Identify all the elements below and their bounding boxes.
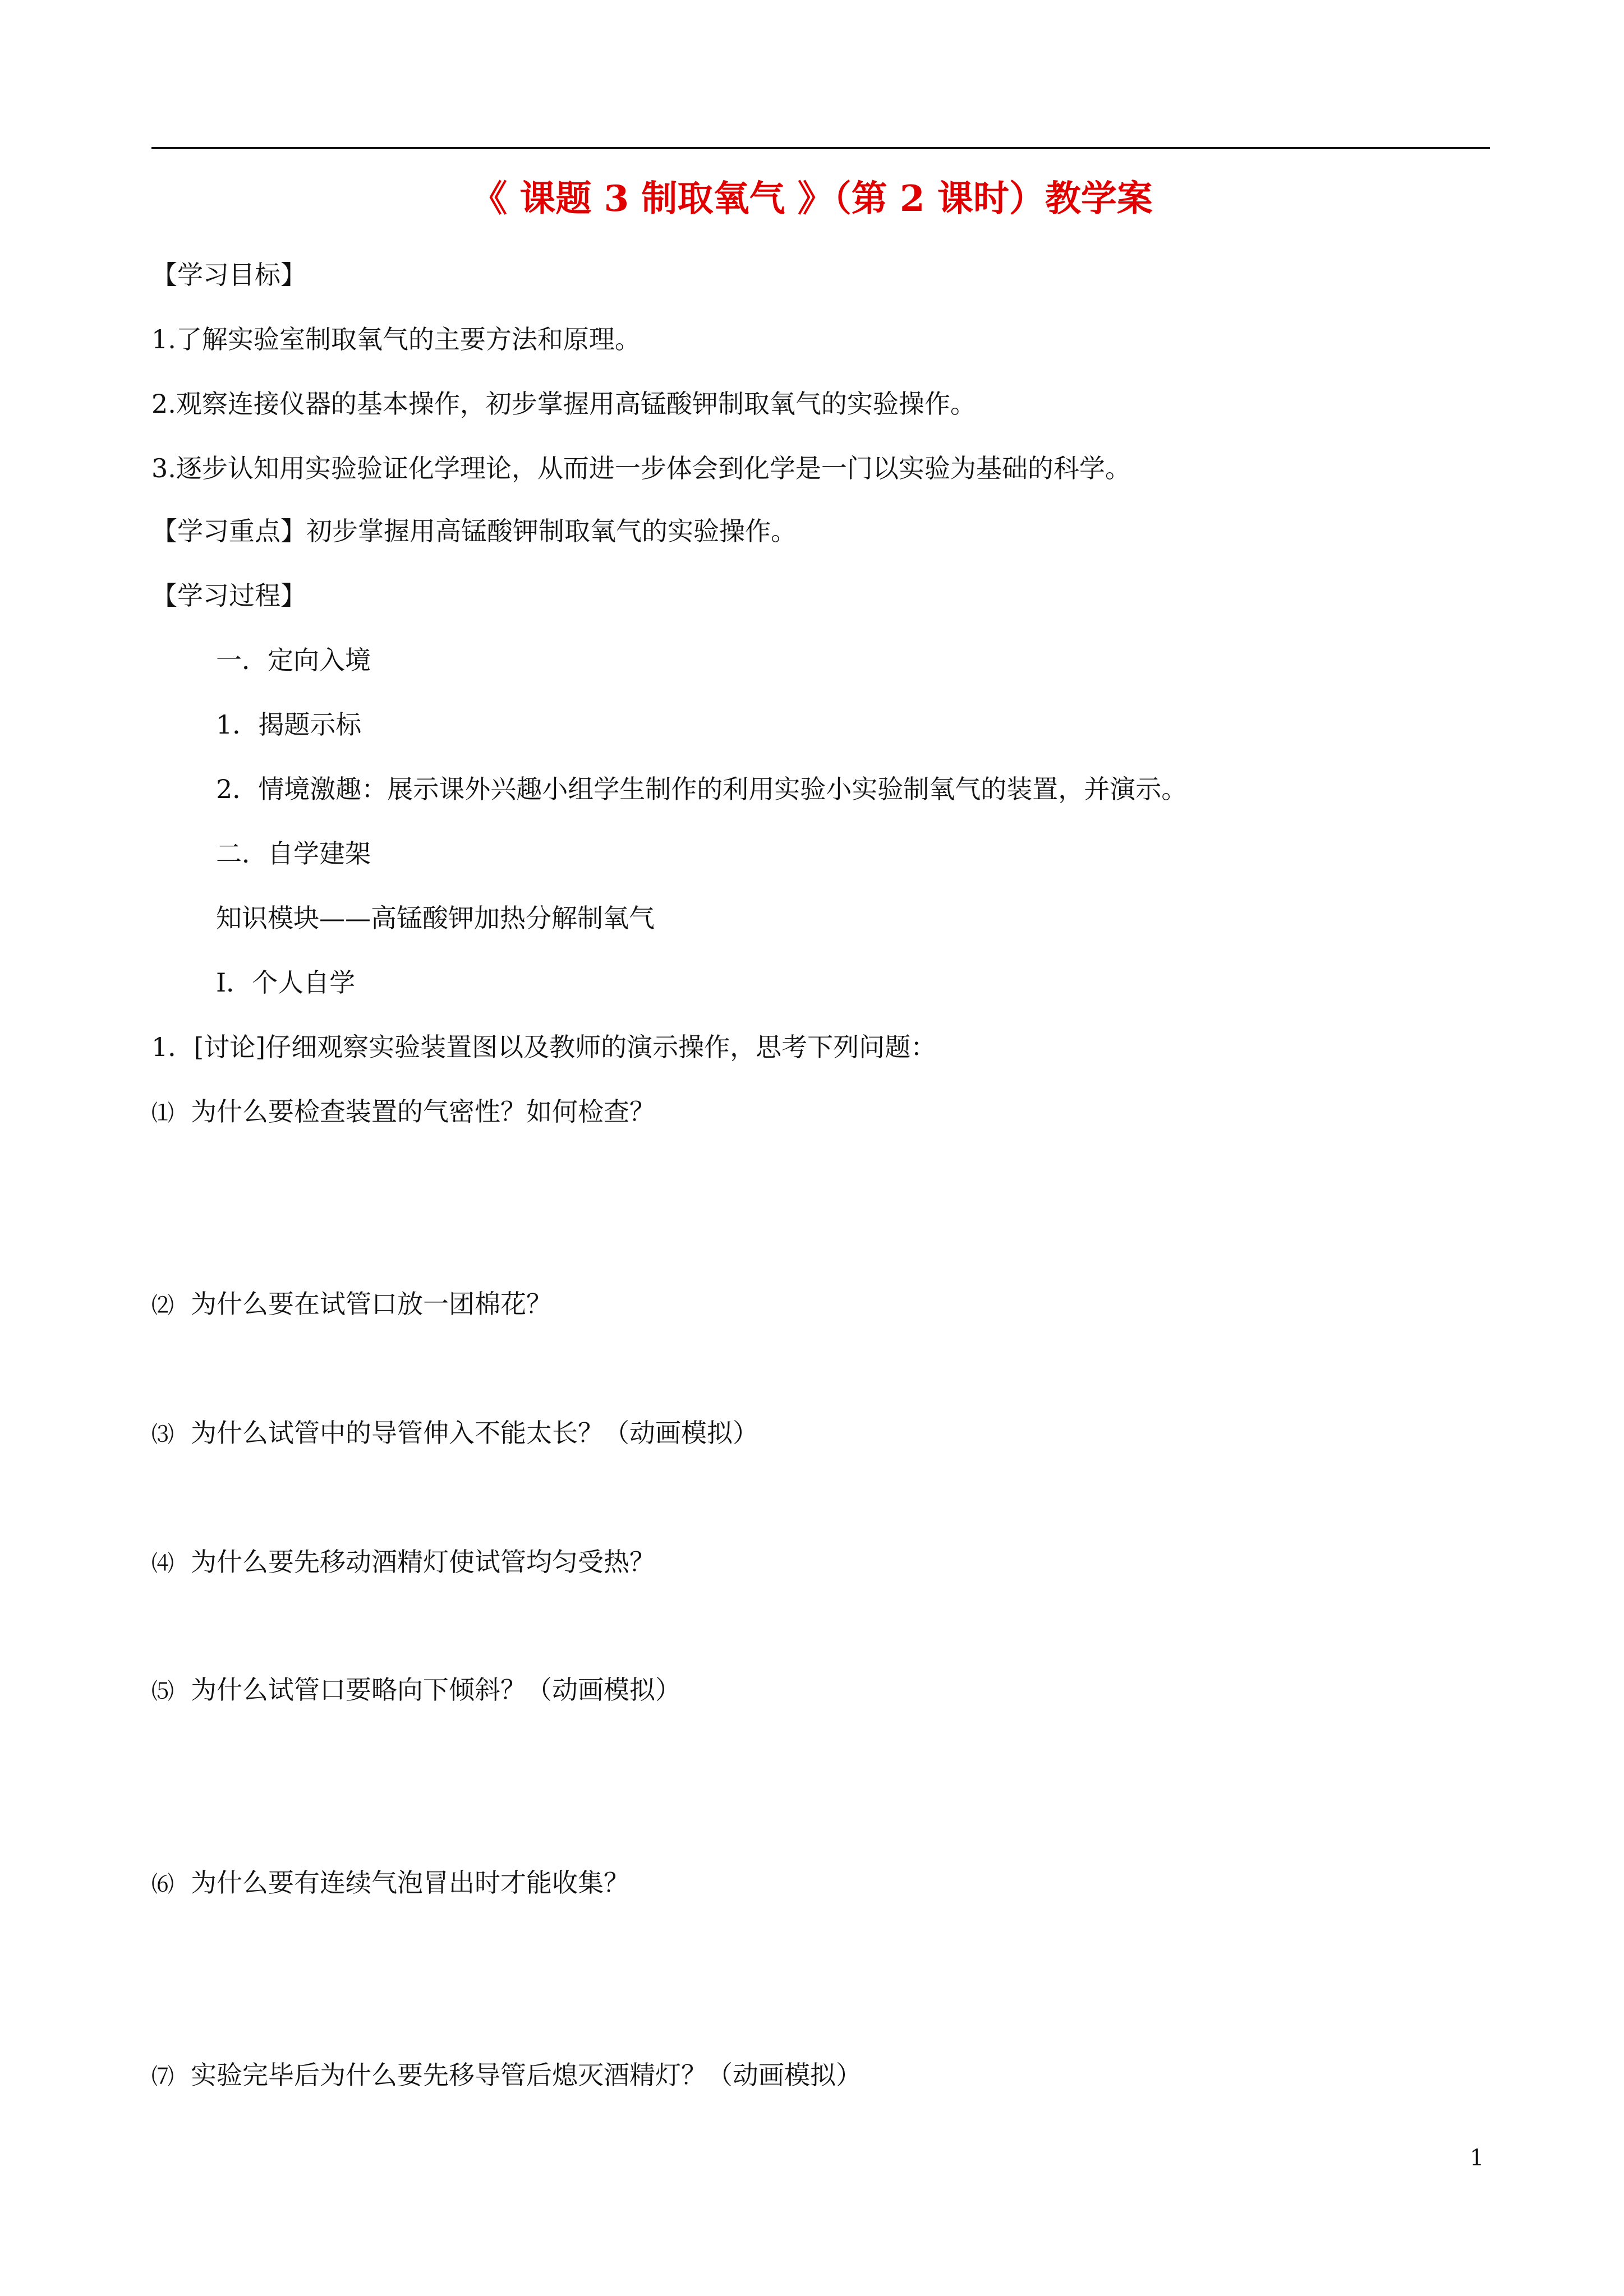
self-study-heading: Ⅰ．个人自学 [216,967,356,998]
question-text: 为什么要在试管口放一团棉花？ [191,1289,552,1319]
question-3 [151,1413,758,1454]
question-1 [151,1092,655,1133]
question-number: ⑶ [151,1422,174,1447]
question-text: 为什么要先移动酒精灯使试管均匀受热？ [191,1547,655,1577]
question-6 [151,1863,629,1904]
page-number: 1 [1470,2145,1484,2171]
document-title: 《 课题 3 制取氧气 》（第 2 课时）教学案 [471,178,1153,220]
question-number: ⑹ [151,1871,174,1897]
step-two: 2．情境激趣：展示课外兴趣小组学生制作的利用实验小实验制氧气的装置，并演示。 [216,774,1188,804]
question-7 [151,2055,862,2096]
header-rule [151,147,1490,149]
question-number: ⑴ [151,1100,174,1126]
knowledge-module: 知识模块——高锰酸钾加热分解制氧气 [216,903,655,933]
process-heading: 【学习过程】 [151,580,306,611]
question-number: ⑵ [151,1293,174,1318]
objective-item-1: 1.了解实验室制取氧气的主要方法和原理。 [151,324,641,354]
question-text: 实验完毕后为什么要先移导管后熄灭酒精灯？（动画模拟） [191,2060,862,2090]
objective-item-2: 2.观察连接仪器的基本操作，初步掌握用高锰酸钾制取氧气的实验操作。 [151,389,976,419]
question-text: 为什么要检查装置的气密性？如何检查？ [191,1096,655,1127]
objective-item-3: 3.逐步认知用实验验证化学理论，从而进一步体会到化学是一门以实验为基础的科学。 [151,453,1131,483]
section-two-heading: 二．自学建架 [216,838,371,869]
question-4 [151,1542,655,1583]
question-text: 为什么要有连续气泡冒出时才能收集？ [191,1868,629,1898]
objectives-heading: 【学习目标】 [151,260,306,290]
question-number: ⑷ [151,1551,174,1576]
discussion-prompt: 1．[讨论]仔细观察实验装置图以及教师的演示操作，思考下列问题： [151,1032,937,1062]
step-one: 1．揭题示标 [216,709,362,740]
question-number: ⑸ [151,1679,174,1704]
question-text: 为什么试管中的导管伸入不能太长？（动画模拟） [191,1418,758,1448]
question-number: ⑺ [151,2064,174,2090]
section-one-heading: 一．定向入境 [216,645,371,675]
question-2 [151,1284,552,1325]
question-5 [151,1670,681,1711]
question-text: 为什么试管口要略向下倾斜？（动画模拟） [191,1675,681,1705]
key-point: 【学习重点】初步掌握用高锰酸钾制取氧气的实验操作。 [151,516,797,546]
